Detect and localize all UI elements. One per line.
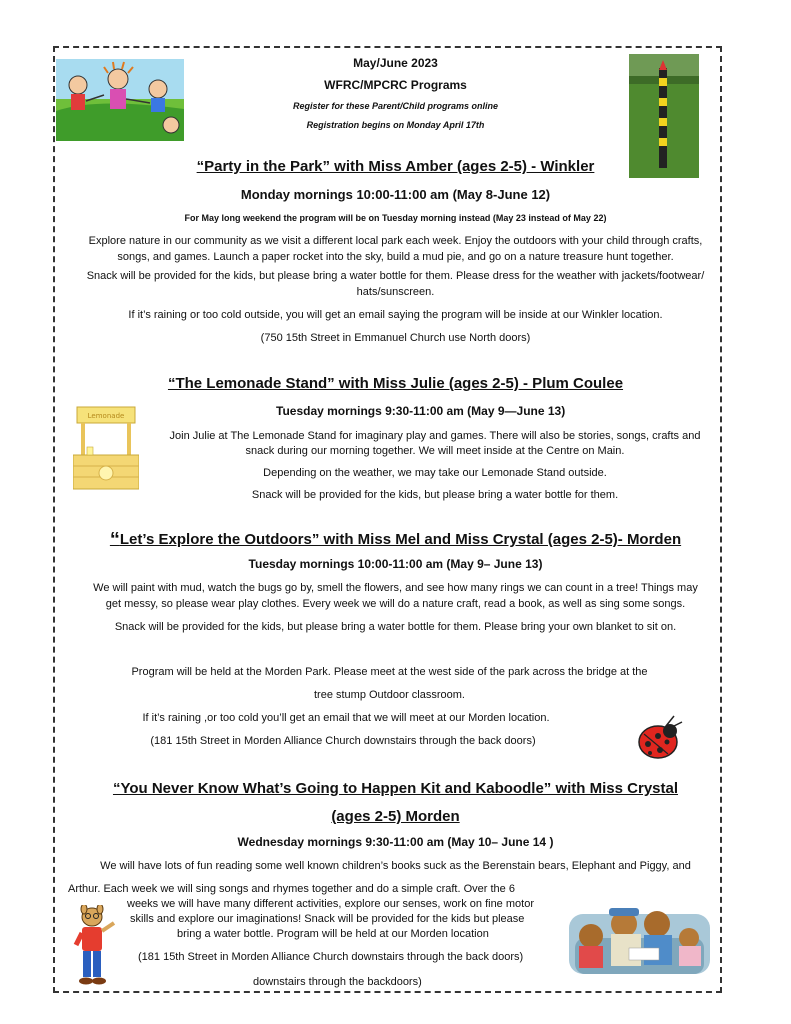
program4-address: (181 15th Street in Morden Alliance Church downstairs through the back doors): [138, 951, 524, 963]
program3-location-line1: Program will be held at the Morden Park. Please meet at the west side of the park across the bridge at the: [131, 666, 648, 678]
program2-desc-line2: snack during our morning together. We will meet inside at the Centre on Main.: [245, 445, 625, 457]
lemonade-sign-text: Lemonade: [87, 412, 125, 420]
header-date: May/June 2023: [353, 56, 438, 70]
lemonade-stand-image: [73, 403, 139, 491]
program4-schedule: Wednesday mornings 9:30-11:00 am (May 10– June 14 ): [237, 835, 554, 849]
program1-snack-line1: Snack will be provided for the kids, but please bring a water bottle for them. Please dress for the weather with jackets/footwear/: [86, 270, 705, 282]
program4-title-line1: “You Never Know What’s Going to Happen Kit and Kaboodle” with Miss Crystal: [112, 780, 679, 797]
program4-desc-line4: skills and explore our imaginations! Snack will be provided for the kids but please: [130, 913, 525, 925]
program2-snack: Snack will be provided for the kids, but please bring a water bottle for them.: [251, 489, 619, 501]
program2-schedule: Tuesday mornings 9:30-11:00 am (May 9—June 13): [276, 404, 566, 418]
program1-rain: If it’s raining or too cold outside, you will get an email saying the program will be inside at our Winkler location.: [128, 309, 663, 321]
program4-title-line2: (ages 2-5) Morden: [331, 808, 460, 825]
header-registration-line: Registration begins on Monday April 17th: [306, 120, 485, 130]
program4-address-line2: downstairs through the backdoors): [253, 976, 422, 988]
header-register-line: Register for these Parent/Child programs online: [292, 101, 499, 111]
program1-desc-line2: songs, and games. Launch a paper rocket into the sky, build a mud pie, and go on a nature treasure hunt together.: [117, 251, 674, 263]
program3-address: (181 15th Street in Morden Alliance Church downstairs through the back doors): [150, 735, 536, 747]
program3-desc-line1: We will paint with mud, watch the bugs go by, smell the flowers, and see how many rings we can count in a tree! Things may: [93, 582, 698, 594]
program3-title-text: Let’s Explore the Outdoors” with Miss Mel and Miss Crystal (ages 2-5)- Morden: [119, 531, 682, 548]
program2-weather: Depending on the weather, we may take our Lemonade Stand outside.: [263, 467, 607, 479]
kid-head: [108, 69, 128, 89]
kid-body: [151, 98, 165, 112]
program3-location-line2: tree stump Outdoor classroom.: [313, 689, 465, 701]
kid-head: [163, 117, 179, 133]
program4-desc-line3: weeks we will have many different activities, explore our senses, work on fine motor: [127, 898, 534, 910]
kid-head: [69, 76, 87, 94]
kids-clipart-image: [56, 59, 184, 141]
program2-title: “The Lemonade Stand” with Miss Julie (ages 2-5) - Plum Coulee: [167, 375, 624, 392]
program3-desc-line2: get messy, so please wear play clothes. Every week we will do a nature craft, read a book, as well as sing some songs.: [105, 598, 686, 610]
program1-address: (750 15th Street in Emmanuel Church use North doors): [260, 332, 531, 344]
kid-head: [149, 80, 167, 98]
program3-title: [0, 527, 791, 550]
program3-snack: Snack will be provided for the kids, but please bring a water bottle for them. Please bring your own blanket to sit on.: [114, 621, 677, 633]
arthur-clipart-image: [70, 905, 120, 987]
kid-body: [71, 94, 85, 110]
kid-body: [110, 89, 126, 109]
program4-desc-line5: bring a water bottle. Program will be held at our Morden location: [177, 928, 489, 940]
header-org: WFRC/MPCRC Programs: [324, 78, 467, 92]
program1-desc-line1: Explore nature in our community as we visit a different local park each week. Enjoy the outdoors with your child through crafts,: [88, 235, 703, 247]
program4-desc-line1: We will have lots of fun reading some well known children’s books suck as the Berenstain bears, Elephant and Piggy, and: [100, 860, 691, 872]
program4-desc-line2: Arthur. Each week we will sing songs and rhymes together and do a simple craft. Over the 6: [68, 883, 515, 895]
program1-schedule: Monday mornings 10:00-11:00 am (May 8-June 12): [240, 187, 551, 202]
program3-schedule: Tuesday mornings 10:00-11:00 am (May 9– June 13): [248, 557, 543, 571]
program3-title-quote: “: [109, 529, 120, 551]
ladybug-image: [634, 714, 686, 762]
bears-clipart-image: [569, 894, 710, 979]
program3-rain: If it’s raining ,or too cold you’ll get an email that we will meet at our Morden location.: [142, 712, 550, 724]
program1-note: For May long weekend the program will be on Tuesday morning instead (May 23 instead of May 22): [184, 213, 607, 223]
program2-desc-line1: Join Julie at The Lemonade Stand for imaginary play and games. There will also be stories, songs, crafts and: [169, 430, 701, 442]
program1-snack-line2: hats/sunscreen.: [356, 286, 435, 298]
program1-title: “Party in the Park” with Miss Amber (ages 2-5) - Winkler: [196, 158, 595, 175]
